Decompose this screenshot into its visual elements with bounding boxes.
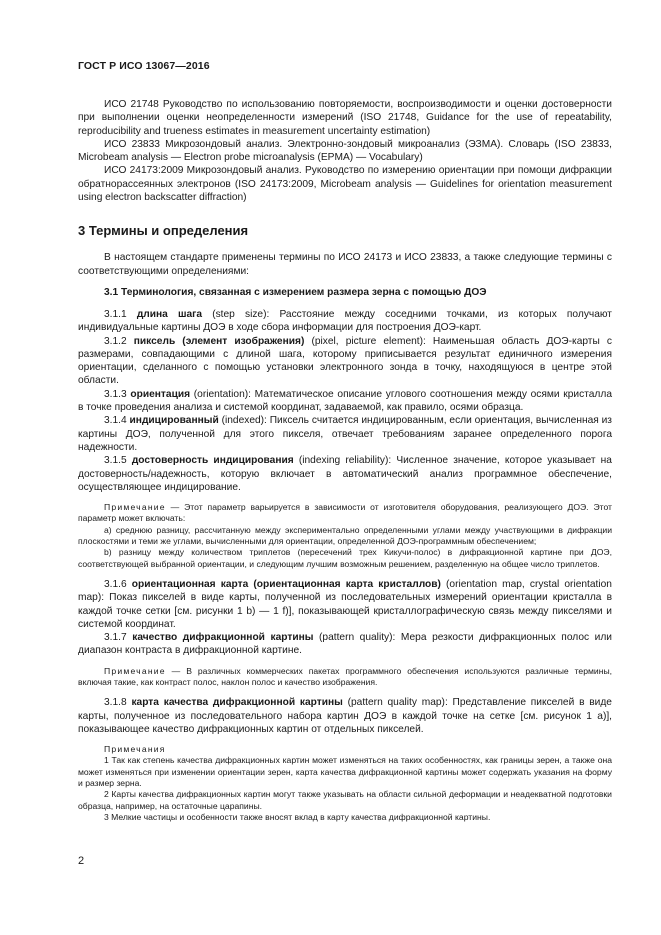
note-item-b: b) разницу между количеством триплетов (пересечений трех Кикучи-полос) в дифракционной картине при ДОЭ, соответствующей выбранной ориентации, и следующим лучшим возможным решением, разделенную на общее число триплетов. [78, 547, 612, 569]
note-1: 1 Так как степень качества дифракционных картин может изменяться на таких особенностях, как границы зерен, а также она может изменяться при изменении ориентации зерен, карта качества дифракционной картины может содержать указания на форму и размер зерна. [78, 755, 612, 789]
term-number: 3.1.1 [104, 308, 127, 320]
term-name: карта качества дифракционной картины [131, 697, 343, 709]
term-definition: (indexed): Пиксель считается индицированным, если ориентация, вычисленная из картины ДОЭ, полученной для этого пикселя, отвечает требованиям заранее определенного порога надежности. [78, 415, 612, 453]
term-3-1-1 [78, 308, 612, 335]
term-definition: (indexing reliability): Численное значение, которое указывает на достоверность/надежность, которую включает в автоматический анализ программное обеспечение, осуществляющее индицирование. [78, 455, 612, 493]
term-number: 3.1.3 [104, 388, 127, 400]
term-number: 3.1.6 [104, 578, 127, 590]
reference-iso-24173: ИСО 24173:2009 Микрозондовый анализ. Руководство по измерению ориентации при помощи дифракции обратнорассеянных электронов (ISO 24173:2009, Microbeam analysis — Guidelines for orientation measurement using electron backscatter diffraction) [78, 165, 612, 204]
term-number: 3.1.5 [104, 455, 127, 467]
term-3-1-3 [78, 388, 612, 415]
term-number: 3.1.8 [104, 697, 127, 709]
term-name: длина шага [136, 308, 203, 320]
reference-iso-23833: ИСО 23833 Микрозондовый анализ. Электронно-зондовый микроанализ (ЭЗМА). Словарь (ISO 23833, Microbeam analysis — Electron probe microanalysis (EPMA) — Vocabulary) [78, 138, 612, 164]
term-definition: (pattern quality): Мера резкости дифракционных полос или диапазон контраста в дифракционной картине. [78, 632, 612, 657]
page-number: 2 [78, 855, 85, 867]
note-item-a: a) среднюю разницу, рассчитанную между экспериментально определенными углами между участвующими в дифракции плоскостями и теми же углами, вычисленными для ориентации, определенной ДОЭ-программным обеспечением; [78, 524, 612, 547]
note-text: В различных коммерческих пакетах программного обеспечения используются различные термины, включая такие, как контраст полос, наклон полос и качество изображения. [78, 665, 613, 687]
section-3-heading: 3 Термины и определения [78, 223, 249, 239]
term-name: пиксель (элемент изображения) [133, 335, 305, 347]
term-number: 3.1.7 [104, 632, 127, 644]
term-number: 3.1.4 [104, 415, 127, 427]
term-3-1-7 [78, 631, 612, 658]
note-3-1-5: Примечание — Этот параметр варьируется в зависимости от изготовителя оборудования, реализующего ДОЭ. Этот параметр может включать: [78, 502, 612, 524]
term-3-1-5 [78, 454, 612, 494]
term-3-1-4 [78, 414, 612, 454]
note-label: Примечание [104, 665, 166, 676]
term-name: достоверность индицирования [131, 455, 294, 467]
term-name: индицированный [129, 415, 219, 427]
term-definition: (step size): Расстояние между соседними точками, из которых получают индивидуальные картины ДОЭ в ходе сбора информации для построения ДОЭ-карт. [78, 308, 612, 334]
term-3-1-6 [78, 578, 612, 631]
note-text: Этот параметр варьируется в зависимости от изготовителя оборудования, реализующего ДОЭ. Этот параметр может включать: [78, 502, 612, 524]
note-3-1-7: Примечание — В различных коммерческих пакетах программного обеспечения используются различные термины, включая такие, как контраст полос, наклон полос и качество изображения. [78, 665, 613, 687]
term-name: качество дифракционной картины [132, 632, 314, 644]
term-definition: (orientation map, crystal orientation map): Показ пикселей в виде карты, полученной из последовательных измерений ориентации кристалла в каждой точке сетки [см. рисунки 1 b) — 1 f)], показывающей кристаллографическую связь между пикселями и системой координат. [78, 578, 612, 630]
reference-iso-21748: ИСО 21748 Руководство по использованию повторяемости, воспроизводимости и оценки достоверности при выполнении оценки неопределенности измерений (ISO 21748, Guidance for the use of repeatability, reproducibility and trueness estimates in measurement uncertainty estimation) [78, 99, 612, 137]
subsection-3-1-heading: 3.1 Терминология, связанная с измерением размера зерна с помощью ДОЭ [104, 286, 487, 298]
term-3-1-8 [78, 696, 612, 736]
term-name: ориентация [130, 388, 191, 400]
page-content [78, 98, 612, 823]
term-definition: (orientation): Математическое описание углового соотношения между осями кристалла в точке проведения анализа и системой координат, задаваемой, как правило, осями образца. [78, 388, 612, 414]
section-3-intro: В настоящем стандарте применены термины по ИСО 24173 и ИСО 23833, а также следующие термины с соответствующими определениями: [78, 252, 612, 277]
note-2: 2 Карты качества дифракционных картин могут также указывать на области сильной деформации и неадекватной подготовки образца, например, на остаточные царапины. [78, 789, 612, 811]
note-3: 3 Мелкие частицы и особенности также вносят вклад в карту качества дифракционной картины. [104, 811, 491, 822]
term-3-1-2 [78, 335, 612, 388]
notes-3-1-8-label: Примечания [104, 744, 166, 755]
standard-header: ГОСТ Р ИСО 13067—2016 [78, 60, 210, 72]
note-label: Примечание [104, 502, 166, 513]
term-name: ориентационная карта (ориентационная карта кристаллов) [131, 578, 441, 590]
term-definition: (pixel, picture element): Наименьшая область ДОЭ-карты с размерами, совпадающими с длиной шага, которому приписывается результат единичного измерения ориентации, сделанного с помощью установки электронного зонда в точку, находящуюся в центре этой области. [78, 335, 612, 387]
term-definition: (pattern quality map): Представление пикселей в виде карты, полученное из последовательного набора картин ДОЭ в каждой точке на сетке [см. рисунок 1 a)], показывающее качество дифракционных картин от отдельных пикселей. [78, 697, 612, 735]
term-number: 3.1.2 [104, 335, 127, 347]
